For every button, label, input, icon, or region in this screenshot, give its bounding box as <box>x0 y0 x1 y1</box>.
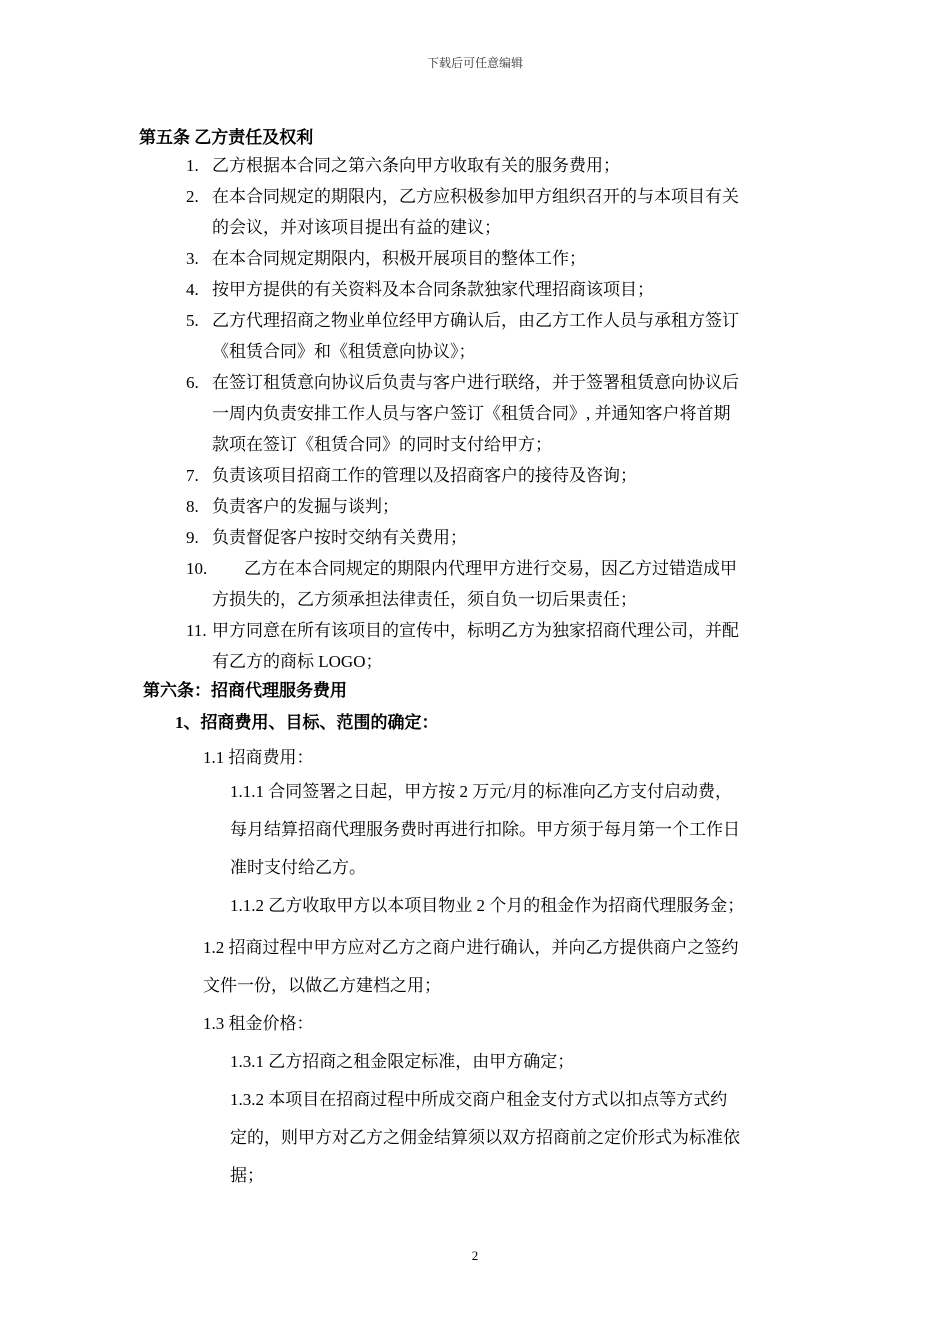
list-item-line <box>186 584 816 615</box>
list-item-line <box>186 398 816 429</box>
clause-line: 据； <box>230 1166 264 1185</box>
list-item-text: 乙方代理招商之物业单位经甲方确认后，由乙方工作人员与承租方签订 <box>212 311 739 330</box>
clause-line: 每月结算招商代理服务费时再进行扣除。甲方须于每月第一个工作日 <box>230 820 740 839</box>
list-item <box>186 615 816 677</box>
list-item-number: 3. <box>186 249 199 268</box>
clause-line: 1.1.1 合同签署之日起，甲方按 2 万元/月的标准向乙方支付启动费， <box>230 782 732 801</box>
list-item-text: 款项在签订《租赁合同》的同时支付给甲方； <box>212 435 552 454</box>
list-item <box>186 274 816 305</box>
list-item-text: 乙方根据本合同之第六条向甲方收取有关的服务费用； <box>212 156 620 175</box>
article-5-title: 第五条 乙方责任及权利 <box>139 128 314 147</box>
list-item-text: 按甲方提供的有关资料及本合同条款独家代理招商该项目； <box>212 280 654 299</box>
list-item-text: 在本合同规定的期限内，乙方应积极参加甲方组织召开的与本项目有关 <box>212 187 739 206</box>
list-item-line <box>186 274 816 305</box>
list-item-line <box>186 646 816 677</box>
list-item <box>186 491 816 522</box>
clause-line: 定的，则甲方对乙方之佣金结算须以双方招商前之定价形式为标准依 <box>230 1128 740 1147</box>
list-item <box>186 522 816 553</box>
list-item <box>186 553 816 615</box>
list-item-number: 6. <box>186 373 199 392</box>
list-item-line <box>186 243 816 274</box>
list-item-line <box>186 460 816 491</box>
list-item-line <box>186 491 816 522</box>
list-item-number: 2. <box>186 187 199 206</box>
list-item-number: 4. <box>186 280 199 299</box>
list-item-line <box>186 150 816 181</box>
clause-line: 文件一份，以做乙方建档之用； <box>203 976 441 995</box>
list-item-line <box>186 429 816 460</box>
list-item-text: 负责督促客户按时交纳有关费用； <box>212 528 467 547</box>
list-item-line <box>186 181 816 212</box>
section-1-heading: 1、招商费用、目标、范围的确定： <box>175 713 439 732</box>
list-item-text: 在本合同规定期限内，积极开展项目的整体工作； <box>212 249 586 268</box>
list-item-text: 的会议，并对该项目提出有益的建议； <box>212 218 501 237</box>
list-item <box>186 243 816 274</box>
list-item-text: 在签订租赁意向协议后负责与客户进行联络，并于签署租赁意向协议后 <box>212 373 739 392</box>
clause-1-3-2 <box>230 1081 740 1195</box>
article-6-title: 第六条：招商代理服务费用 <box>143 681 347 700</box>
list-item-line <box>186 336 816 367</box>
list-item <box>186 305 816 367</box>
list-item <box>186 367 816 460</box>
list-item-line <box>186 367 816 398</box>
list-item-text: 方损失的，乙方须承担法律责任，须自负一切后果责任； <box>212 590 637 609</box>
page-number: 2 <box>471 1248 479 1263</box>
list-item-text: 《租赁合同》和《租赁意向协议》； <box>212 342 476 361</box>
list-item-number: 5. <box>186 311 199 330</box>
clause-1-3-1: 1.3.1 乙方招商之租金限定标准，由甲方确定； <box>230 1052 575 1071</box>
list-item-line <box>186 305 816 336</box>
list-item-text: 甲方同意在所有该项目的宣传中，标明乙方为独家招商代理公司，并配 <box>212 621 739 640</box>
list-item-number: 10. <box>186 559 208 578</box>
list-item-text: 乙方在本合同规定的期限内代理甲方进行交易，因乙方过错造成甲 <box>244 559 737 578</box>
list-item <box>186 150 816 181</box>
list-item <box>186 181 816 243</box>
clause-1-1-2: 1.1.2 乙方收取甲方以本项目物业 2 个月的租金作为招商代理服务金； <box>230 896 745 915</box>
clause-line: 1.2 招商过程中甲方应对乙方之商户进行确认，并向乙方提供商户之签约 <box>203 938 739 957</box>
page-header: 下载后可任意编辑 <box>426 56 523 70</box>
subsection-1-2 <box>203 929 739 1005</box>
list-item-text: 一周内负责安排工作人员与客户签订《租赁合同》, 并通知客户将首期 <box>212 404 731 423</box>
list-item-line <box>186 522 816 553</box>
list-item-line <box>186 615 816 646</box>
list-item-line <box>186 553 816 584</box>
subsection-1-1: 1.1 招商费用： <box>203 748 314 767</box>
list-item-text: 有乙方的商标 LOGO； <box>212 652 383 671</box>
subsection-1-3: 1.3 租金价格： <box>203 1014 314 1033</box>
clause-1-1-1 <box>230 773 740 887</box>
list-item-number: 1. <box>186 156 199 175</box>
list-item-number: 8. <box>186 497 199 516</box>
list-item-text: 负责该项目招商工作的管理以及招商客户的接待及咨询； <box>212 466 637 485</box>
list-item-number: 11. <box>186 621 207 640</box>
clause-line: 准时支付给乙方。 <box>230 858 366 877</box>
list-item-number: 9. <box>186 528 199 547</box>
list-item <box>186 460 816 491</box>
list-item-number: 7. <box>186 466 199 485</box>
clause-line: 1.3.2 本项目在招商过程中所成交商户租金支付方式以扣点等方式约 <box>230 1090 728 1109</box>
list-item-line <box>186 212 816 243</box>
list-item-text: 负责客户的发掘与谈判； <box>212 497 399 516</box>
